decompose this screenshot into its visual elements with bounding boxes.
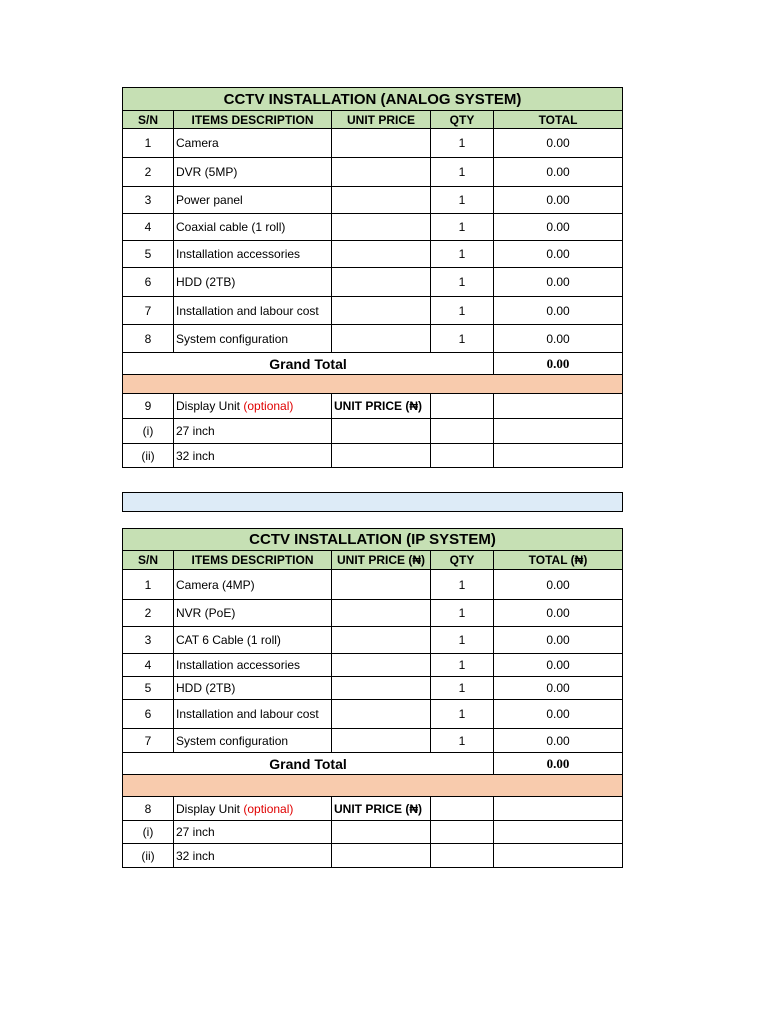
table-row [123,268,623,297]
unit-price-cell[interactable] [332,570,431,600]
row-qty: 1 [431,570,494,600]
display-unit-label [174,797,332,821]
table-row [123,187,623,214]
table-row [123,325,623,353]
row-qty: 1 [431,627,494,654]
row-description: System configuration [174,325,332,353]
row-sn: 8 [123,797,174,821]
header-total: TOTAL [494,111,623,129]
row-total: 0.00 [494,570,623,600]
row-description: CAT 6 Cable (1 roll) [174,627,332,654]
row-description: 27 inch [174,821,332,844]
unit-price-cell[interactable] [332,419,431,444]
header-unit-price: UNIT PRICE (₦) [332,551,431,570]
row-qty: 1 [431,158,494,187]
unit-price-cell[interactable] [332,241,431,268]
unit-price-cell[interactable] [332,654,431,677]
row-qty: 1 [431,654,494,677]
header-qty: QTY [431,551,494,570]
row-sn: 1 [123,570,174,600]
separator-bar [123,375,623,394]
display-unit-label [174,394,332,419]
unit-price-cell[interactable] [332,444,431,468]
row-total: 0.00 [494,268,623,297]
row-sn: 3 [123,627,174,654]
total-cell[interactable] [494,419,623,444]
row-total: 0.00 [494,297,623,325]
row-qty: 1 [431,700,494,729]
display-unit-row [123,797,623,821]
table-row [123,627,623,654]
table-row [123,654,623,677]
total-cell[interactable] [494,444,623,468]
row-description: Installation accessories [174,654,332,677]
row-sn: 6 [123,700,174,729]
table-row [123,214,623,241]
row-description: NVR (PoE) [174,600,332,627]
row-sn: 9 [123,394,174,419]
unit-price-cell[interactable] [332,700,431,729]
row-sn: 5 [123,677,174,700]
table-row [123,844,623,868]
row-total: 0.00 [494,627,623,654]
row-total: 0.00 [494,129,623,158]
total-cell[interactable] [494,844,623,868]
row-qty: 1 [431,214,494,241]
qty-cell[interactable] [431,821,494,844]
header-sn: S/N [123,551,174,570]
section-separator [123,375,623,394]
row-sn: (ii) [123,444,174,468]
ip-quotation-table [122,528,623,868]
optional-tag: (optional) [243,399,294,413]
row-description: Power panel [174,187,332,214]
row-total: 0.00 [494,325,623,353]
display-unit-price-label: UNIT PRICE (₦) [332,394,431,419]
row-sn: 7 [123,297,174,325]
row-qty: 1 [431,297,494,325]
row-description: Installation accessories [174,241,332,268]
unit-price-cell[interactable] [332,129,431,158]
row-sn: 7 [123,729,174,753]
unit-price-cell[interactable] [332,325,431,353]
row-sn: 4 [123,654,174,677]
qty-cell[interactable] [431,444,494,468]
grand-total-label: Grand Total [123,353,494,375]
analog-quotation-table [122,87,623,468]
row-qty: 1 [431,677,494,700]
row-total: 0.00 [494,214,623,241]
section-separator [123,775,623,797]
row-total: 0.00 [494,241,623,268]
unit-price-cell[interactable] [332,214,431,241]
row-qty: 1 [431,268,494,297]
unit-price-cell[interactable] [332,844,431,868]
header-description: ITEMS DESCRIPTION [174,551,332,570]
unit-price-cell[interactable] [332,268,431,297]
row-total: 0.00 [494,677,623,700]
row-description: Camera [174,129,332,158]
row-description: Installation and labour cost [174,297,332,325]
display-unit-text: Display Unit [176,801,244,816]
grand-total-value: 0.00 [494,753,623,775]
optional-tag: (optional) [243,801,294,816]
table-row [123,729,623,753]
row-sn: 6 [123,268,174,297]
unit-price-cell[interactable] [332,821,431,844]
row-sn: 2 [123,158,174,187]
header-total: TOTAL (₦) [494,551,623,570]
row-sn: 1 [123,129,174,158]
row-description: 27 inch [174,419,332,444]
display-unit-price-label: UNIT PRICE (₦) [332,797,431,821]
grand-total-row [123,353,623,375]
table-row [123,158,623,187]
row-sn: 4 [123,214,174,241]
grand-total-label: Grand Total [123,753,494,775]
table-row [123,419,623,444]
row-qty: 1 [431,129,494,158]
row-sn: (i) [123,419,174,444]
table-row [123,570,623,600]
unit-price-cell[interactable] [332,600,431,627]
row-description: 32 inch [174,444,332,468]
row-description: Installation and labour cost [174,700,332,729]
row-description: HDD (2TB) [174,677,332,700]
row-total: 0.00 [494,700,623,729]
display-unit-text: Display Unit [176,399,244,413]
row-qty: 1 [431,729,494,753]
header-unit-price: UNIT PRICE [332,111,431,129]
table-row [123,129,623,158]
analog-table-title: CCTV INSTALLATION (ANALOG SYSTEM) [123,88,623,111]
row-sn: (ii) [123,844,174,868]
row-description: Camera (4MP) [174,570,332,600]
row-total: 0.00 [494,600,623,627]
unit-price-cell[interactable] [332,729,431,753]
display-qty-cell[interactable] [431,394,494,419]
unit-price-cell[interactable] [332,187,431,214]
qty-cell[interactable] [431,419,494,444]
table-row [123,444,623,468]
display-qty-cell[interactable] [431,797,494,821]
row-sn: 5 [123,241,174,268]
display-total-cell[interactable] [494,394,623,419]
row-qty: 1 [431,600,494,627]
row-sn: (i) [123,821,174,844]
row-qty: 1 [431,187,494,214]
total-cell[interactable] [494,821,623,844]
row-description: DVR (5MP) [174,158,332,187]
unit-price-cell[interactable] [332,297,431,325]
row-sn: 3 [123,187,174,214]
table-row [123,600,623,627]
row-sn: 8 [123,325,174,353]
row-total: 0.00 [494,654,623,677]
row-description: System configuration [174,729,332,753]
display-unit-row [123,394,623,419]
header-description: ITEMS DESCRIPTION [174,111,332,129]
table-row [123,297,623,325]
grand-total-value: 0.00 [494,353,623,375]
table-row [123,241,623,268]
row-total: 0.00 [494,158,623,187]
display-total-cell[interactable] [494,797,623,821]
unit-price-cell[interactable] [332,677,431,700]
row-qty: 1 [431,241,494,268]
header-qty: QTY [431,111,494,129]
row-description: Coaxial cable (1 roll) [174,214,332,241]
grand-total-row [123,753,623,775]
row-sn: 2 [123,600,174,627]
unit-price-cell[interactable] [332,158,431,187]
row-description: HDD (2TB) [174,268,332,297]
table-row [123,700,623,729]
table-row [123,677,623,700]
header-sn: S/N [123,111,174,129]
table-row [123,821,623,844]
blue-spacer-bar [122,492,623,512]
qty-cell[interactable] [431,844,494,868]
row-total: 0.00 [494,729,623,753]
separator-bar [123,775,623,797]
ip-table-title: CCTV INSTALLATION (IP SYSTEM) [123,529,623,551]
row-description: 32 inch [174,844,332,868]
row-total: 0.00 [494,187,623,214]
unit-price-cell[interactable] [332,627,431,654]
row-qty: 1 [431,325,494,353]
